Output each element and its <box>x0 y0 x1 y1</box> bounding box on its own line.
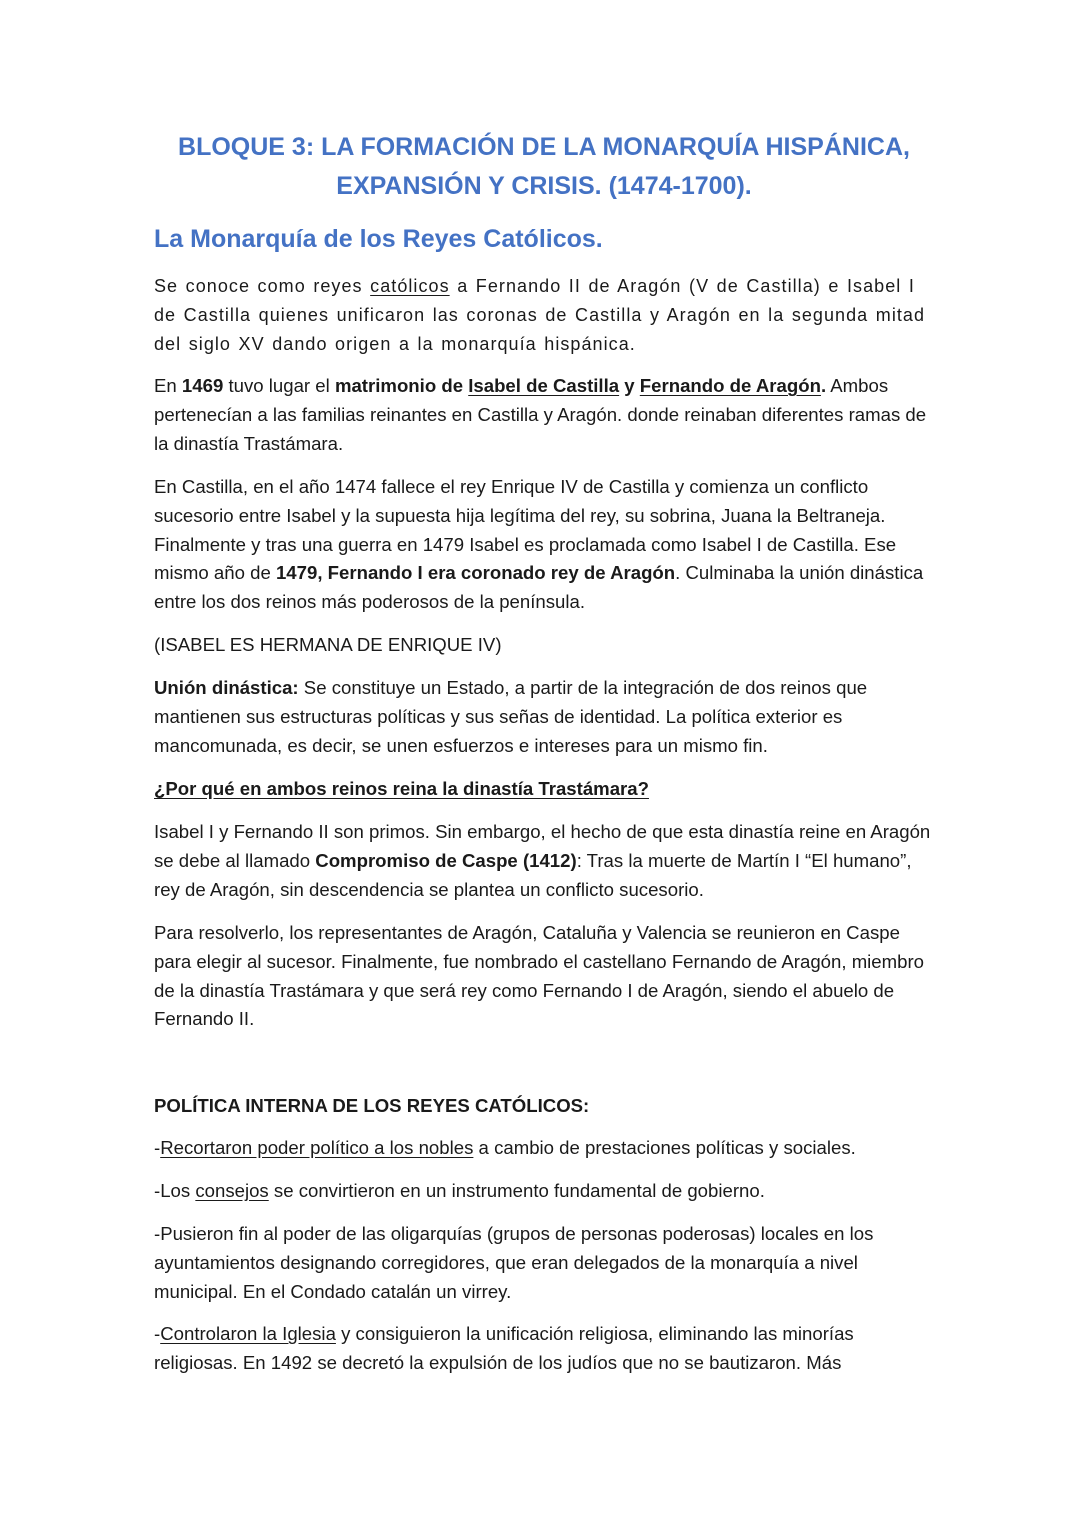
paragraph-succession <box>154 473 934 617</box>
document-title <box>154 128 934 206</box>
policy-item-consejos <box>154 1177 934 1206</box>
text: se convirtieron en un instrumento fundamental de gobierno. <box>268 1180 765 1201</box>
policy-item-iglesia <box>154 1320 934 1378</box>
underlined-text: católicos <box>370 276 450 296</box>
bold-text: y <box>619 375 640 396</box>
bold-underlined-text: Fernando de Aragón <box>639 375 821 396</box>
paragraph-resolution: Para resolverlo, los representantes de Aragón, Cataluña y Valencia se reunieron en Caspe para elegir al sucesor. Finalmente, fue nombrado el castellano Fernando de Aragón, miembro de la dinastía Trastámara y que será rey como Fernando I de Aragón, siendo el abuelo de Fernando II. <box>154 922 925 1030</box>
text: Isabel I y Fernando II son primos. Sin embargo, el hecho de que esta dinastía reine en Aragón se debe al llamado <box>154 821 931 871</box>
bold-text: 1479, Fernando I era coronado rey de Aragón <box>275 562 676 584</box>
underlined-text: Recortaron poder político a los nobles <box>160 1137 474 1158</box>
paragraph-caspe <box>154 818 934 904</box>
paragraph-marriage <box>154 372 934 458</box>
bold-text: Unión dinástica: <box>154 677 299 698</box>
text: - <box>154 1323 161 1344</box>
paragraph-note: (ISABEL ES HERMANA DE ENRIQUE IV) <box>154 634 502 655</box>
policy-heading <box>154 1092 934 1121</box>
text: -Los <box>154 1180 196 1201</box>
underlined-text: consejos <box>195 1180 269 1201</box>
text: Ambos pertenecían a las familias reinantes en Castilla y Aragón. donde reinaban diferentes ramas de la dinastía Trastámara. <box>154 375 927 454</box>
bold-text: matrimonio de <box>334 375 469 396</box>
paragraph-intro <box>154 272 934 358</box>
text: . Culminaba la unión dinástica entre los dos reinos más poderosos de la península. <box>154 562 924 613</box>
text: tuvo lugar el <box>223 375 335 396</box>
question-heading <box>154 775 934 804</box>
text: y consiguieron la unificación religiosa, eliminando las minorías religiosas. En 1492 se decretó la expulsión de los judíos que no se bautizaron. Más <box>154 1323 854 1373</box>
text: En Castilla, en el año 1474 fallece el rey Enrique IV de Castilla y comienza un conflicto sucesorio entre Isabel y la supuesta hija legítima del rey, su sobrina, Juana la Beltraneja. Finalmente y tras una guerra en 1479 Isabel es proclamada como Isabel I de Castilla. Ese mismo año de <box>154 476 897 584</box>
paragraph-union <box>154 674 934 760</box>
text: Se conoce como reyes <box>154 276 371 296</box>
text: : Tras la muerte de Martín I “El humano”, rey de Aragón, sin descendencia se plantea un conflicto sucesorio. <box>154 849 912 900</box>
bold-text: POLÍTICA INTERNA DE LOS REYES CATÓLICOS: <box>154 1095 590 1116</box>
bold-text: 1469 <box>181 375 224 396</box>
text: a Fernando II de Aragón (V de Castilla) e Isabel I de Castilla quienes unificaron las coronas de Castilla y Aragón en la segunda mitad del siglo XV dando origen a la monarquía hispánica. <box>154 276 926 354</box>
title-line-1: BLOQUE 3: LA FORMACIÓN DE LA MONARQUÍA HISPÁNICA, <box>178 133 910 161</box>
section-heading: La Monarquía de los Reyes Católicos. <box>154 225 603 253</box>
question-text: ¿Por qué en ambos reinos reina la dinastía Trastámara? <box>154 778 649 799</box>
bold-text: . <box>820 375 827 396</box>
text: - <box>154 1137 161 1158</box>
policy-item-nobles <box>154 1134 934 1163</box>
text: a cambio de prestaciones políticas y sociales. <box>473 1137 856 1158</box>
bold-text: Compromiso de Caspe (1412) <box>315 849 577 871</box>
title-line-2: EXPANSIÓN Y CRISIS. (1474-1700). <box>336 172 752 200</box>
underlined-text: Controlaron la Iglesia <box>160 1323 336 1344</box>
text: En <box>154 375 182 396</box>
policy-item-oligarquias: -Pusieron fin al poder de las oligarquías (grupos de personas poderosas) locales en los ayuntamientos designando corregidores, que eran delegados de la monarquía a nivel municipal. En el Condado catalán un virrey. <box>154 1223 874 1302</box>
bold-underlined-text: Isabel de Castilla <box>468 375 620 396</box>
text: Se constituye un Estado, a partir de la integración de dos reinos que mantienen sus estructuras políticas y sus señas de identidad. La política exterior es mancomunada, es decir, se unen esfuerzos e intereses para un mismo fin. <box>154 677 868 756</box>
